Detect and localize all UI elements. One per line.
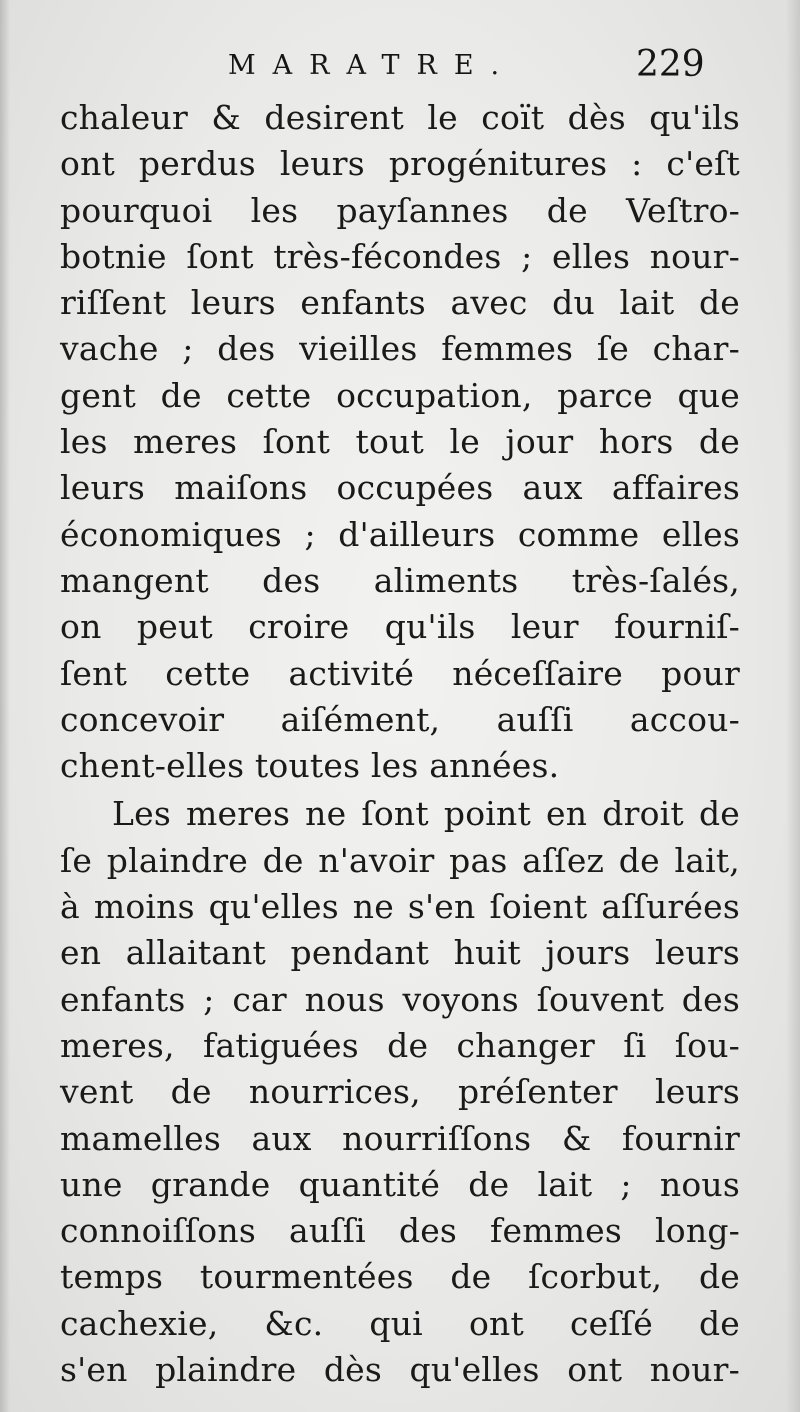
text-line: à moins qu'elles ne s'en ſoient aſſurées xyxy=(60,887,740,927)
text-line: ſe plaindre de n'avoir pas aſſez de lait, xyxy=(60,840,740,880)
text-line: une grande quantité de lait ; nous xyxy=(60,1164,740,1204)
text-line: chaleur & desirent le coït dès qu'ils xyxy=(60,98,740,137)
text-line: riſſent leurs enfants avec du lait de xyxy=(60,283,740,323)
text-line: leurs maiſons occupées aux affaires xyxy=(60,468,740,508)
running-head-title: MARATRE. xyxy=(228,50,517,81)
text-line: gent de cette occupation, parce que xyxy=(60,375,740,415)
text-line: temps tourmentées de ſcorbut, de xyxy=(60,1257,740,1297)
page-right-shadow xyxy=(786,0,800,1412)
text-line: mangent des aliments très-ſalés, xyxy=(60,560,740,600)
text-line: chent-elles toutes les années. xyxy=(60,746,560,786)
body-text xyxy=(60,95,740,1393)
text-line: s'en plaindre dès qu'elles ont nour- xyxy=(60,1350,740,1390)
text-line: on peut croire qu'ils leur fourniſ- xyxy=(60,607,740,647)
text-line: meres, fatiguées de changer ſi ſou- xyxy=(60,1025,740,1065)
text-line: les meres ſont tout le jour hors de xyxy=(60,422,740,462)
text-line: cachexie, &c. qui ont ceſſé de xyxy=(60,1303,740,1343)
page-left-shadow xyxy=(0,0,10,1412)
text-line: mamelles aux nourriſſons & fournir xyxy=(60,1118,740,1158)
text-line: ſent cette activité néceſſaire pour xyxy=(60,653,740,693)
text-line: concevoir aiſément, auſſi accou- xyxy=(60,699,740,739)
text-line: vache ; des vieilles femmes ſe char- xyxy=(60,329,740,369)
text-line: vent de nourrices, préſenter leurs xyxy=(60,1072,740,1112)
text-line: Les meres ne ſont point en droit de xyxy=(112,794,740,834)
text-line: économiques ; d'ailleurs comme elles xyxy=(60,514,740,554)
page-number: 229 xyxy=(636,44,705,85)
text-line: ont perdus leurs progénitures : c'eſt xyxy=(60,144,740,184)
text-line: botnie ſont très-fécondes ; elles nour- xyxy=(60,236,740,276)
text-line: connoiſſons auſſi des femmes long- xyxy=(60,1211,740,1251)
text-line: en allaitant pendant huit jours leurs xyxy=(60,933,740,973)
text-line: enfants ; car nous voyons ſouvent des xyxy=(60,979,740,1019)
text-line: pourquoi les payſannes de Veſtro- xyxy=(60,190,740,230)
